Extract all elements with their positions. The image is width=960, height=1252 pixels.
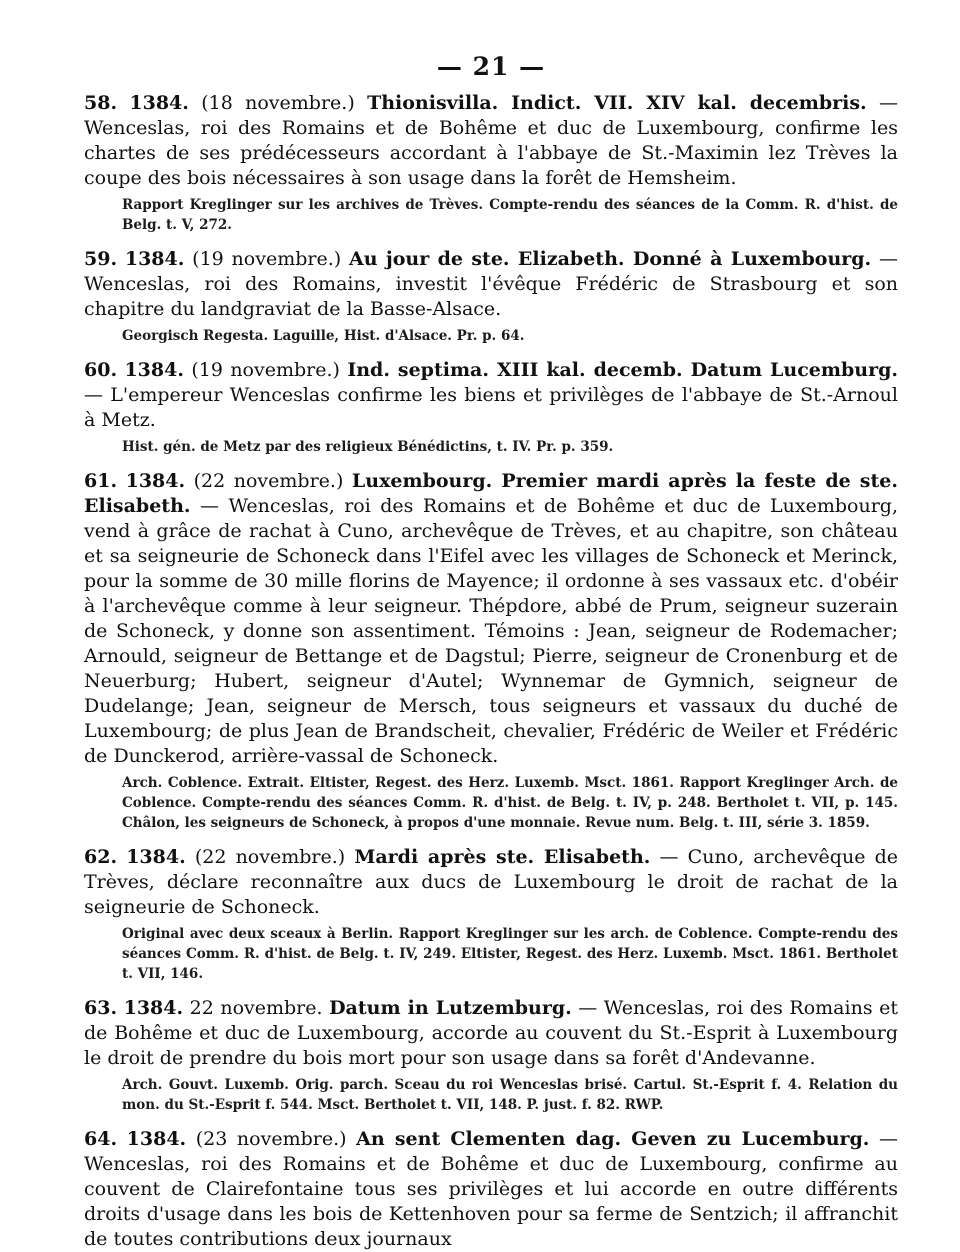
entry-date: (19 novembre.)	[191, 359, 340, 381]
entry-body	[84, 91, 898, 191]
entry-62	[84, 845, 898, 984]
entry-heading: Mardi après ste. Elisabeth.	[354, 846, 651, 868]
entry-date: (19 novembre.)	[192, 248, 342, 270]
entry-61	[84, 469, 898, 833]
entry-body	[84, 845, 898, 920]
entry-heading: Ind. septima. XIII kal. decemb. Datum Lucemburg.	[347, 359, 898, 381]
entry-number: 61.	[84, 470, 118, 492]
entry-source: Arch. Coblence. Extrait. Eltister, Regest. des Herz. Luxemb. Msct. 1861. Rapport Kreglinger Arch. de Coblence. Compte-rendu des séances Comm. R. d'hist. de Belg. t. IV, p. 248. Bertholet t. VII, p. 145. Châlon, les seigneurs de Schoneck, à propos d'une monnaie. Revue num. Belg. t. III, série 3. 1859.	[122, 775, 898, 831]
entry-source: Georgisch Regesta. Laguille, Hist. d'Alsace. Pr. p. 64.	[122, 328, 525, 344]
entry-heading: An sent Clementen dag. Geven zu Lucemburg.	[356, 1128, 870, 1150]
entry-text: — Wenceslas, roi des Romains et de Bohême et duc de Luxembourg, confirme au couvent de Clairefontaine tous ses privilèges et lui accorde en outre différents droits d'usage dans les bois de Kettenhoven pour sa ferme de Sentzich; il affranchit de toutes contributions deux journaux	[84, 1128, 899, 1250]
entry-source: Hist. gén. de Metz par des religieux Bénédictins, t. IV. Pr. p. 359.	[122, 439, 614, 455]
entry-60	[84, 358, 898, 457]
entry-source: Original avec deux sceaux à Berlin. Rapport Kreglinger sur les arch. de Coblence. Compte-rendu des séances Comm. R. d'hist. de Belg. t. IV, 249. Eltister, Regest. des Herz. Luxemb. Msct. 1861. Bertholet t. VII, 146.	[122, 926, 898, 982]
entry-date: (18 novembre.)	[201, 92, 355, 114]
entry-number: 59.	[84, 248, 118, 270]
entry-body	[84, 247, 898, 322]
entry-date: (23 novembre.)	[195, 1128, 347, 1150]
entry-text: — Cuno, archevêque de Trèves, déclare reconnaître aux ducs de Luxembourg le droit de rachat de la seigneurie de Schoneck.	[84, 846, 898, 918]
entry-year: 1384.	[124, 248, 185, 270]
entry-year: 1384.	[125, 470, 186, 492]
page-number: — 21 —	[436, 52, 546, 81]
entry-year: 1384.	[126, 846, 186, 868]
entry-source: Rapport Kreglinger sur les archives de Trèves. Compte-rendu des séances de la Comm. R. d'hist. de Belg. t. V, 272.	[122, 197, 898, 233]
entry-source: Arch. Gouvt. Luxemb. Orig. parch. Sceau du roi Wenceslas brisé. Cartul. St.-Esprit f. 4. Relation du mon. du St.-Esprit f. 544. Msct. Bertholet t. VII, 148. P. just. f. 82. RWP.	[122, 1077, 898, 1113]
entry-date: (22 novembre.)	[194, 846, 346, 868]
entry-number: 60.	[84, 359, 118, 381]
entry-text: — L'empereur Wenceslas confirme les biens et privilèges de l'abbaye de St.-Arnoul à Metz.	[84, 384, 898, 431]
entry-date: 22 novembre.	[189, 997, 323, 1019]
entry-heading: Luxembourg. Premier mardi après la feste de ste. Elisabeth.	[84, 470, 898, 517]
entry-text: — Wenceslas, roi des Romains et de Bohême et duc de Luxembourg, confirme les chartes de ses prédécesseurs accordant à l'abbaye de St.-Maximin lez Trèves la coupe des bois nécessaires à son usage dans la forêt de Hemsheim.	[84, 92, 899, 189]
entry-year: 1384.	[124, 359, 184, 381]
entry-number: 63.	[84, 997, 118, 1019]
entry-body	[84, 1127, 898, 1252]
entry-text: — Wenceslas, roi des Romains et de Bohême et duc de Luxembourg, accorde au couvent du St.-Esprit à Luxembourg le droit de prendre du bois mort pour son usage dans sa forêt d'Andevanne.	[84, 997, 898, 1069]
entry-date: (22 novembre.)	[193, 470, 344, 492]
entry-text: — Wenceslas, roi des Romains et de Bohême et duc de Luxembourg, vend à grâce de rachat à Cuno, archevêque de Trèves, et au chapitre, son château et sa seigneurie de Schoneck dans l'Eifel avec les villages de Schoneck et Merinck, pour la somme de 30 mille florins de Mayence; il ordonne à ses vassaux etc. d'obéir à l'archevêque comme à leur seigneur. Thépdore, abbé de Prum, seigneur suzerain de Schoneck, y donne son assentiment. Témoins : Jean, seigneur de Rodemacher; Arnould, seigneur de Bettange et de Dagstul; Pierre, seigneur de Cronenburg et de Neuerburg; Hubert, seigneur d'Autel; Wynnemar de Gymnich, seigneur de Dudelange; Jean, seigneur de Mersch, tous seigneurs et vassaux du duché de Luxembourg; de plus Jean de Brandscheit, chevalier, Frédéric de Weiler et Frédéric de Dunckerod, arrière-vassal de Schoneck.	[84, 495, 898, 767]
entry-body	[84, 358, 898, 433]
entry-59	[84, 247, 898, 346]
entry-body	[84, 469, 898, 769]
entry-heading: Thionisvilla. Indict. VII. XIV kal. decembris.	[367, 92, 867, 114]
entry-year: 1384.	[129, 92, 189, 114]
entry-year: 1384.	[126, 1128, 187, 1150]
entry-number: 62.	[84, 846, 118, 868]
entry-number: 64.	[84, 1128, 118, 1150]
entry-63	[84, 996, 898, 1115]
entry-body	[84, 996, 898, 1071]
entry-58	[84, 91, 898, 235]
entry-heading: Datum in Lutzemburg.	[329, 997, 572, 1019]
entry-heading: Au jour de ste. Elizabeth. Donné à Luxembourg.	[348, 248, 872, 270]
entry-text: — Wenceslas, roi des Romains, investit l'évêque Frédéric de Strasbourg et son chapitre du landgraviat de la Basse-Alsace.	[84, 248, 898, 320]
entry-number: 58.	[84, 92, 118, 114]
entry-64	[84, 1127, 898, 1252]
entry-year: 1384.	[123, 997, 184, 1019]
